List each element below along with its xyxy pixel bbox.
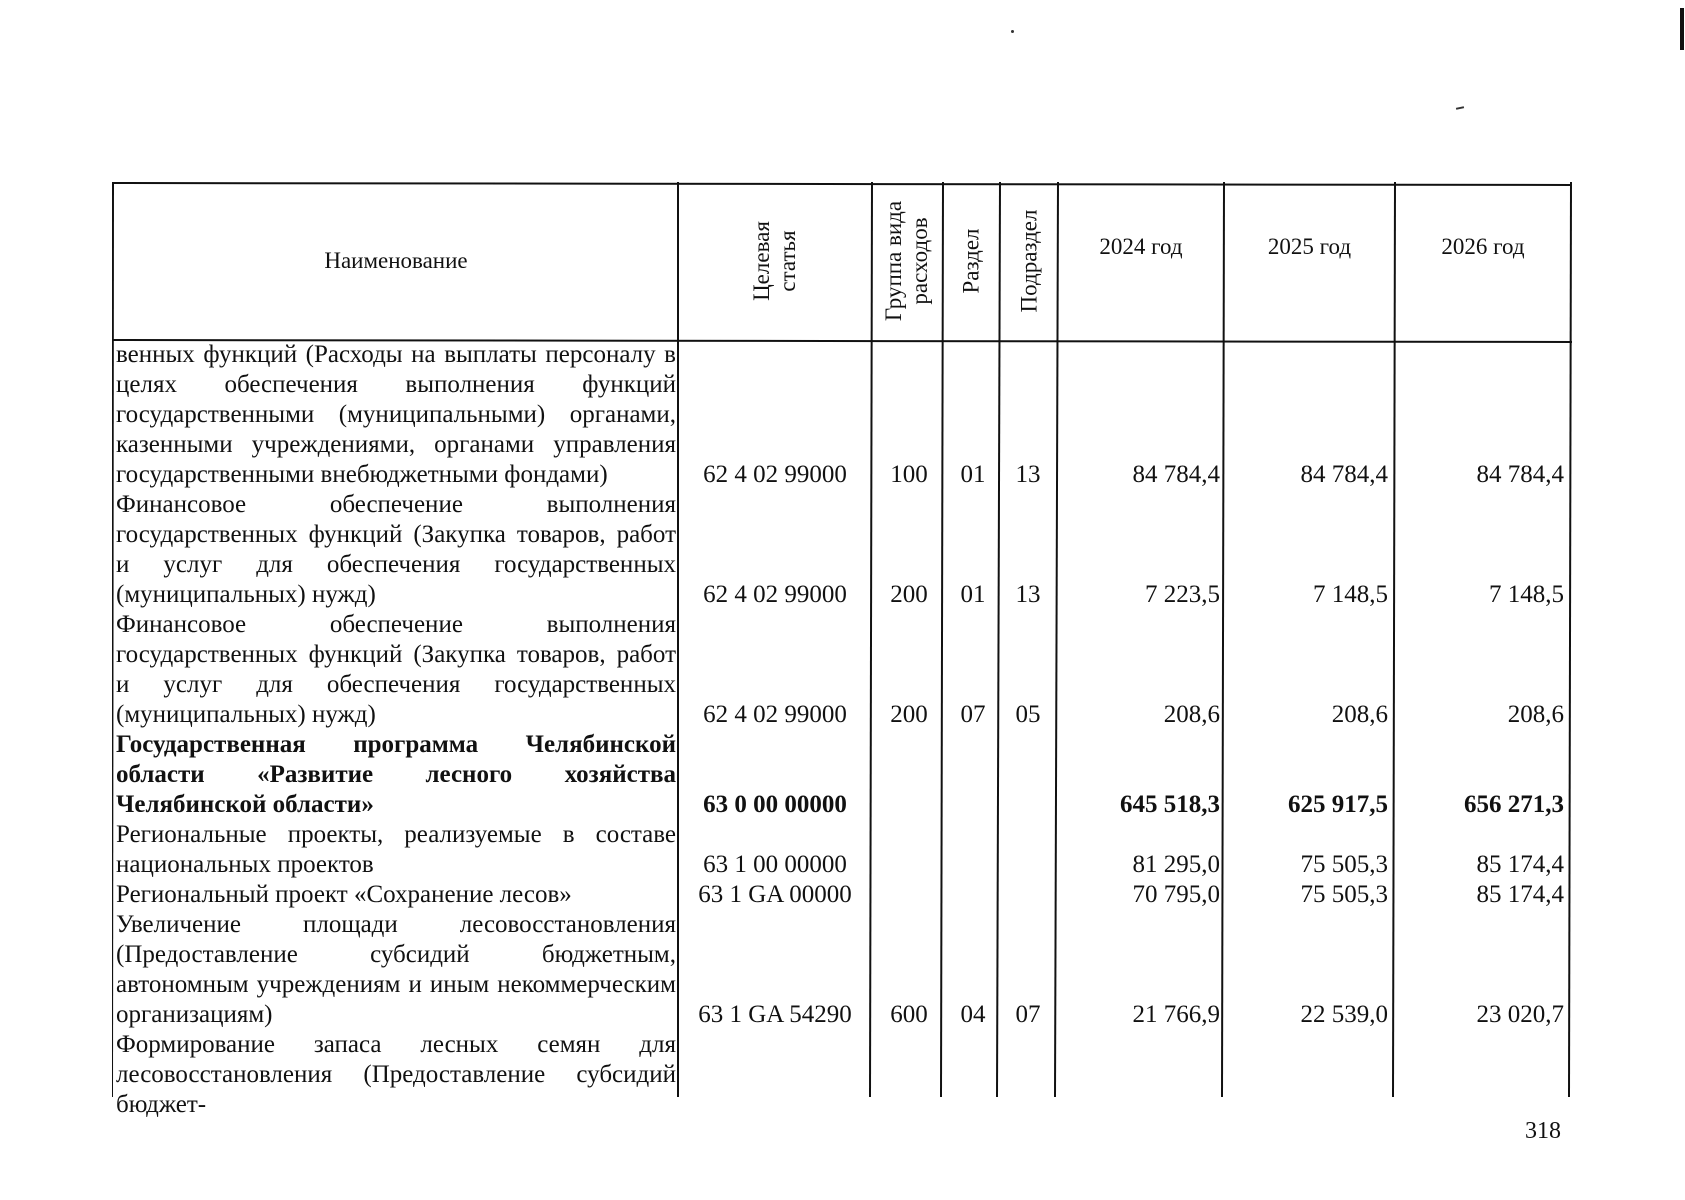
scan-edge-mark [1680,8,1684,50]
row-target-article: 62 4 02 99000 [703,581,847,608]
scan-speck [1011,30,1014,33]
row-target-article: 63 1 GA 54290 [698,1001,852,1028]
row-target-article: 63 1 GA 00000 [698,881,852,908]
row-value-2024: 208,6 [1163,701,1220,728]
row-section: 07 [960,701,986,728]
row-value-2024: 81 295,0 [1132,851,1220,878]
row-target-article: 63 0 00 00000 [703,791,847,818]
row-name: Формирование запаса лесных семян для лесовосстановления (Предоставление субсидий бюджет- [116,1031,676,1118]
row-target-article: 62 4 02 99000 [703,701,847,728]
header-expense-group [872,182,943,340]
row-value-2025: 7 148,5 [1313,581,1388,608]
scan-speck [1456,106,1464,110]
row-section: 01 [960,461,986,488]
row-subsection: 13 [1015,461,1041,488]
header-subsection [1000,182,1058,340]
row-subsection: 07 [1015,1001,1041,1028]
row-name: Финансовое обеспечение выполнения государственных функций (Закупка товаров, работ и услуг для обеспечения государственных (муниципальных) нужд) [116,611,676,728]
row-subsection: 05 [1015,701,1041,728]
row-value-2024: 84 784,4 [1132,461,1220,488]
row-name: Региональные проекты, реализуемые в составе национальных проектов [116,821,676,878]
row-name: Увеличение площади лесовосстановления (Предоставление субсидий бюджетным, автономным учреждениям и иным некоммерческим организациям) [116,911,676,1028]
row-value-2026: 85 174,4 [1476,851,1564,878]
row-value-2026: 7 148,5 [1489,581,1564,608]
page-number: 318 [1525,1118,1561,1144]
row-value-2024: 7 223,5 [1145,581,1220,608]
row-name: венных функций (Расходы на выплаты персоналу в целях обеспечения выполнения функций государственными (муниципальными) органами, казенными учреждениями, органами управления государственными внебюджетными фондами) [116,341,676,488]
header-subsection-label: Подраздел [1016,209,1042,313]
row-value-2025: 75 505,3 [1300,881,1388,908]
row-value-2025: 84 784,4 [1300,461,1388,488]
row-name: Финансовое обеспечение выполнения государственных функций (Закупка товаров, работ и услуг для обеспечения государственных (муниципальных) нужд) [116,491,676,608]
row-value-2026: 84 784,4 [1476,461,1564,488]
row-expense-group: 200 [890,701,928,728]
header-section [943,182,1000,340]
row-expense-group: 600 [890,1001,928,1028]
row-value-2026: 656 271,3 [1464,791,1564,818]
row-value-2024: 645 518,3 [1120,791,1220,818]
budget-table [112,182,1572,1118]
header-2024: 2024 год [1099,234,1183,259]
row-subsection: 13 [1015,581,1041,608]
row-value-2024: 70 795,0 [1132,881,1220,908]
header-section-label: Раздел [958,228,984,294]
row-value-2025: 208,6 [1331,701,1388,728]
row-target-article: 62 4 02 99000 [703,461,847,488]
header-target-article-label: Целевая статья [748,221,800,301]
row-value-2025: 22 539,0 [1300,1001,1388,1028]
header-2025: 2025 год [1267,234,1352,259]
row-value-2024: 21 766,9 [1132,1001,1220,1028]
header-target-article [678,182,872,340]
header-2026: 2026 год [1441,234,1525,259]
row-section: 04 [960,1001,986,1028]
row-expense-group: 100 [890,461,928,488]
row-value-2025: 75 505,3 [1300,851,1388,878]
row-value-2026: 23 020,7 [1476,1001,1564,1028]
row-section: 01 [960,581,986,608]
row-value-2026: 85 174,4 [1476,881,1564,908]
header-name: Наименование [324,248,468,273]
header-expense-group-label: Группа вида расходов [881,200,933,322]
row-value-2025: 625 917,5 [1288,791,1388,818]
row-name: Региональный проект «Сохранение лесов» [116,881,572,908]
row-name: Государственная программа Челябинской области «Развитие лесного хозяйства Челябинской области» [116,731,676,818]
row-expense-group: 200 [890,581,928,608]
row-target-article: 63 1 00 00000 [703,851,847,878]
row-value-2026: 208,6 [1507,701,1564,728]
